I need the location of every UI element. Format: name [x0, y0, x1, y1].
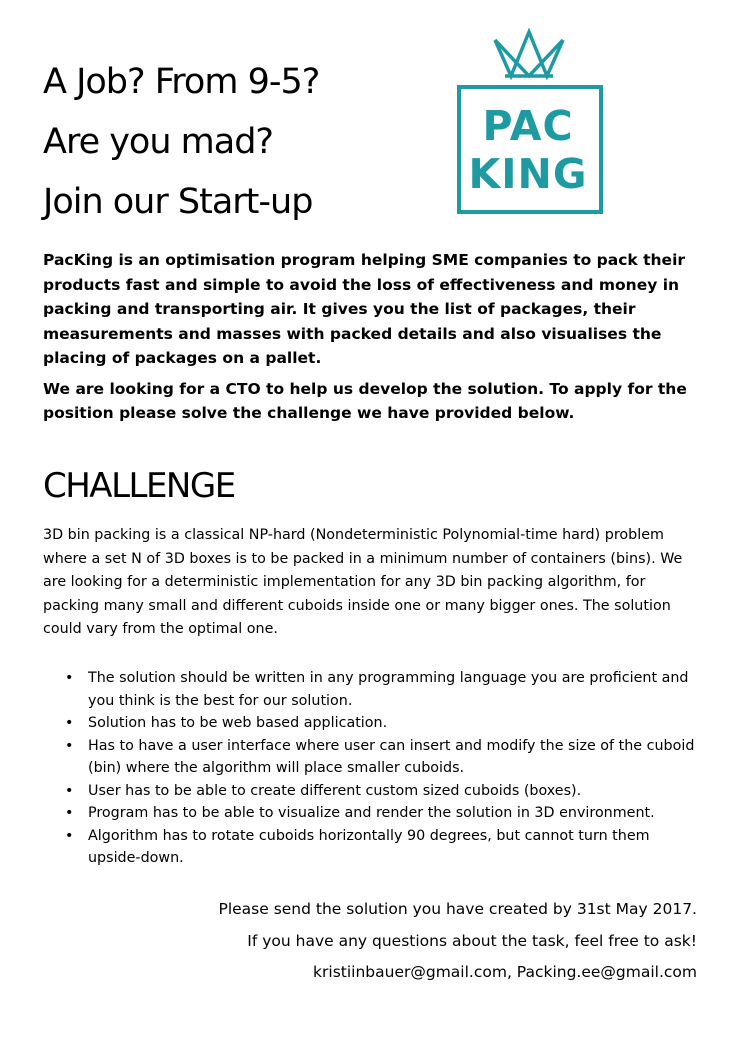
requirement-text: Solution has to be web based application.	[88, 715, 388, 731]
bullet-icon: •	[65, 670, 74, 686]
cta-paragraph: We are looking for a CTO to help us develop the solution. To apply for the position please solve the challenge we have provided below.	[43, 379, 687, 422]
deadline-text: Please send the solution you have created by 31st May 2017.	[218, 900, 697, 918]
requirement-text: Algorithm has to rotate cuboids horizontally 90 degrees, but cannot turn them upside-down.	[88, 827, 650, 866]
list-item	[43, 735, 703, 780]
packing-logo	[455, 28, 603, 214]
intro-paragraph: PacKing is an optimisation program helping SME companies to pack their products fast and simple to avoid the loss of effectiveness and money in packing and transporting air. It gives you the list of packages, their measurements and masses with packed details and also visualises the placing of packages on a pallet.	[43, 251, 686, 367]
bullet-icon: •	[65, 805, 74, 821]
requirement-text: The solution should be written in any programming language you are proficient and you think is the best for our solution.	[88, 670, 689, 709]
logo-text-king: KING	[468, 150, 588, 198]
requirement-text: User has to be able to create different custom sized cuboids (boxes).	[88, 782, 582, 799]
bullet-icon: •	[65, 715, 74, 731]
headline-line: A Job? From 9-5?	[43, 62, 320, 102]
bullet-icon: •	[65, 782, 74, 799]
requirement-text: Program has to be able to visualize and render the solution in 3D environment.	[88, 805, 655, 821]
questions-text: If you have any questions about the task, feel free to ask!	[247, 931, 697, 950]
crown-icon	[491, 28, 567, 80]
list-item	[43, 667, 703, 712]
requirement-text: Has to have a user interface where user can insert and modify the size of the cuboid (bin) where the algorithm will place smaller cuboids.	[88, 737, 695, 776]
bullet-icon: •	[65, 827, 74, 844]
contact-emails[interactable]: kristiinbauer@gmail.com, Packing.ee@gmail.com	[313, 963, 697, 981]
headline-line: Are you mad?	[43, 122, 273, 162]
bullet-icon: •	[65, 737, 74, 754]
intro-section	[43, 248, 703, 432]
headline	[43, 52, 423, 232]
list-item	[43, 780, 703, 803]
challenge-description: 3D bin packing is a classical NP-hard (Nondeterministic Polynomial-time hard) problem where a set N of 3D boxes is to be packed in a minimum number of containers (bins). We are looking for a deterministic implementation for any 3D bin packing algorithm, for packing many small and different cuboids inside one or many bigger ones. The solution could vary from the optimal one.	[43, 527, 683, 637]
list-item	[43, 825, 703, 870]
headline-line: Join our Start-up	[43, 182, 313, 222]
list-item	[43, 802, 703, 825]
requirements-list	[43, 667, 703, 870]
contact-section	[97, 894, 697, 989]
challenge-title: CHALLENGE	[43, 466, 235, 506]
list-item	[43, 712, 703, 735]
logo-text-pac: PAC	[482, 102, 574, 150]
